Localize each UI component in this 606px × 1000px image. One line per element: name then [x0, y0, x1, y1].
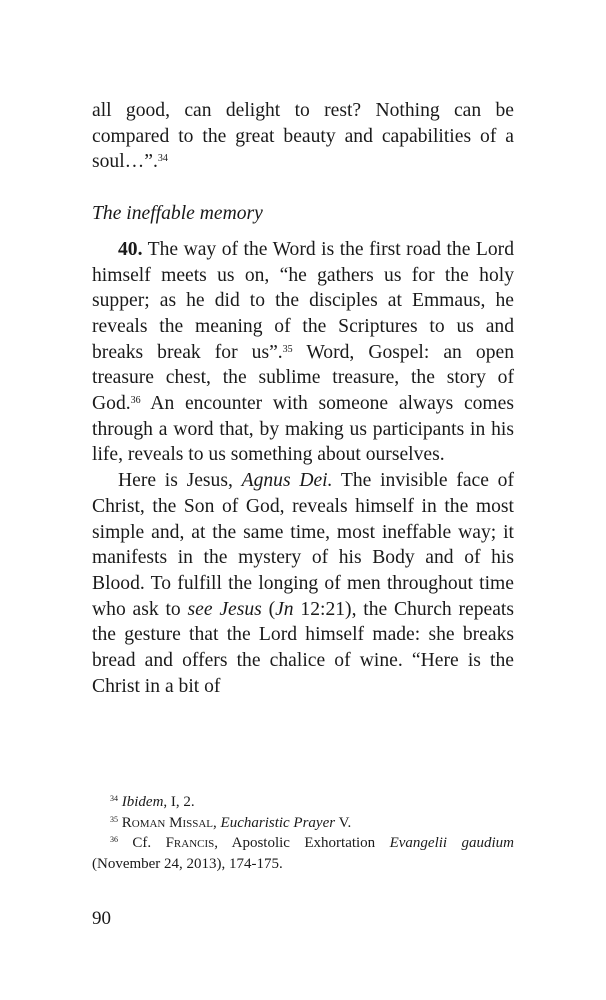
paragraph-2-text-2: the Church repeats the gesture that the Lord himself made: she breaks bread and offers the chalice of wine. “Here is the Christ in a bit of: [92, 598, 514, 697]
footnote-middle: , Apostolic Exhortation: [214, 835, 390, 851]
footnote-italic: Ibidem: [121, 794, 164, 810]
note-ref-34[interactable]: 34: [157, 153, 168, 165]
section-title: The ineffable memory: [92, 203, 263, 225]
continuation-paragraph: [92, 98, 514, 175]
paren-open: (: [261, 598, 276, 620]
page-number: 90: [92, 908, 111, 929]
footnotes: [92, 792, 514, 874]
paragraph-40-text-1: The way of the Word is the first road the Lord himself meets us on, “he gathers us for the holy supper; as he did to the disciples at Emmaus, he reveals the meaning of the Scriptures to us and breaks break for us”.: [92, 238, 514, 363]
continuation-text: all good, can delight to rest? Nothing can be compared to the great beauty and capabilities of a soul…”.: [92, 100, 514, 173]
footnote-prefix: Cf.: [132, 835, 166, 851]
footnote-number: 36: [110, 835, 118, 844]
footnote-separator: ,: [213, 814, 221, 831]
agnus-dei-phrase: Agnus Dei.: [241, 470, 333, 492]
footnote-italic: Eucharistic Prayer: [220, 814, 336, 831]
paragraph-40-text-3: An encounter with someone always comes through a word that, by making us participants in his life, reveals to us something about ourselves.: [92, 393, 514, 466]
paragraph-2-lead: Here is Jesus,: [118, 470, 242, 492]
paragraph-agnus-dei: [92, 468, 514, 699]
footnote-smallcaps: Roman Missal: [121, 814, 214, 831]
footnote-text: V.: [335, 814, 352, 831]
footnote-35: [92, 813, 514, 834]
footnote-36: [92, 833, 514, 874]
body-text: [92, 98, 514, 699]
paragraph-number: 40.: [118, 238, 143, 260]
footnote-number: 35: [110, 814, 118, 824]
footnote-italic: Evangelii gaudium: [389, 835, 515, 851]
paragraph-40-text-2: Word, Gospel: an open treasure chest, the sublime treasure, the story of God.: [92, 341, 514, 415]
paragraph-2-text-1: The invisible face of Christ, the Son of God, reveals himself in the most simple and, at the same time, most ineffable way; it manifests in the mystery of his Body and of his Blood. To fulfill the longing of men throughout time who ask to: [92, 470, 514, 620]
footnote-text: , I, 2.: [163, 794, 195, 810]
paragraph-40: [92, 237, 514, 468]
citation-ref: 12:21),: [293, 598, 357, 620]
footnote-number: 34: [110, 794, 118, 803]
footnote-text: (November 24, 2013), 174-175.: [92, 855, 283, 872]
note-ref-36[interactable]: 36: [130, 395, 141, 407]
note-ref-35[interactable]: 35: [282, 343, 293, 355]
footnote-smallcaps: Francis: [165, 835, 215, 851]
see-jesus-phrase: see Jesus: [187, 598, 262, 620]
jn-citation: Jn: [275, 598, 294, 620]
footnote-34: [92, 792, 514, 813]
